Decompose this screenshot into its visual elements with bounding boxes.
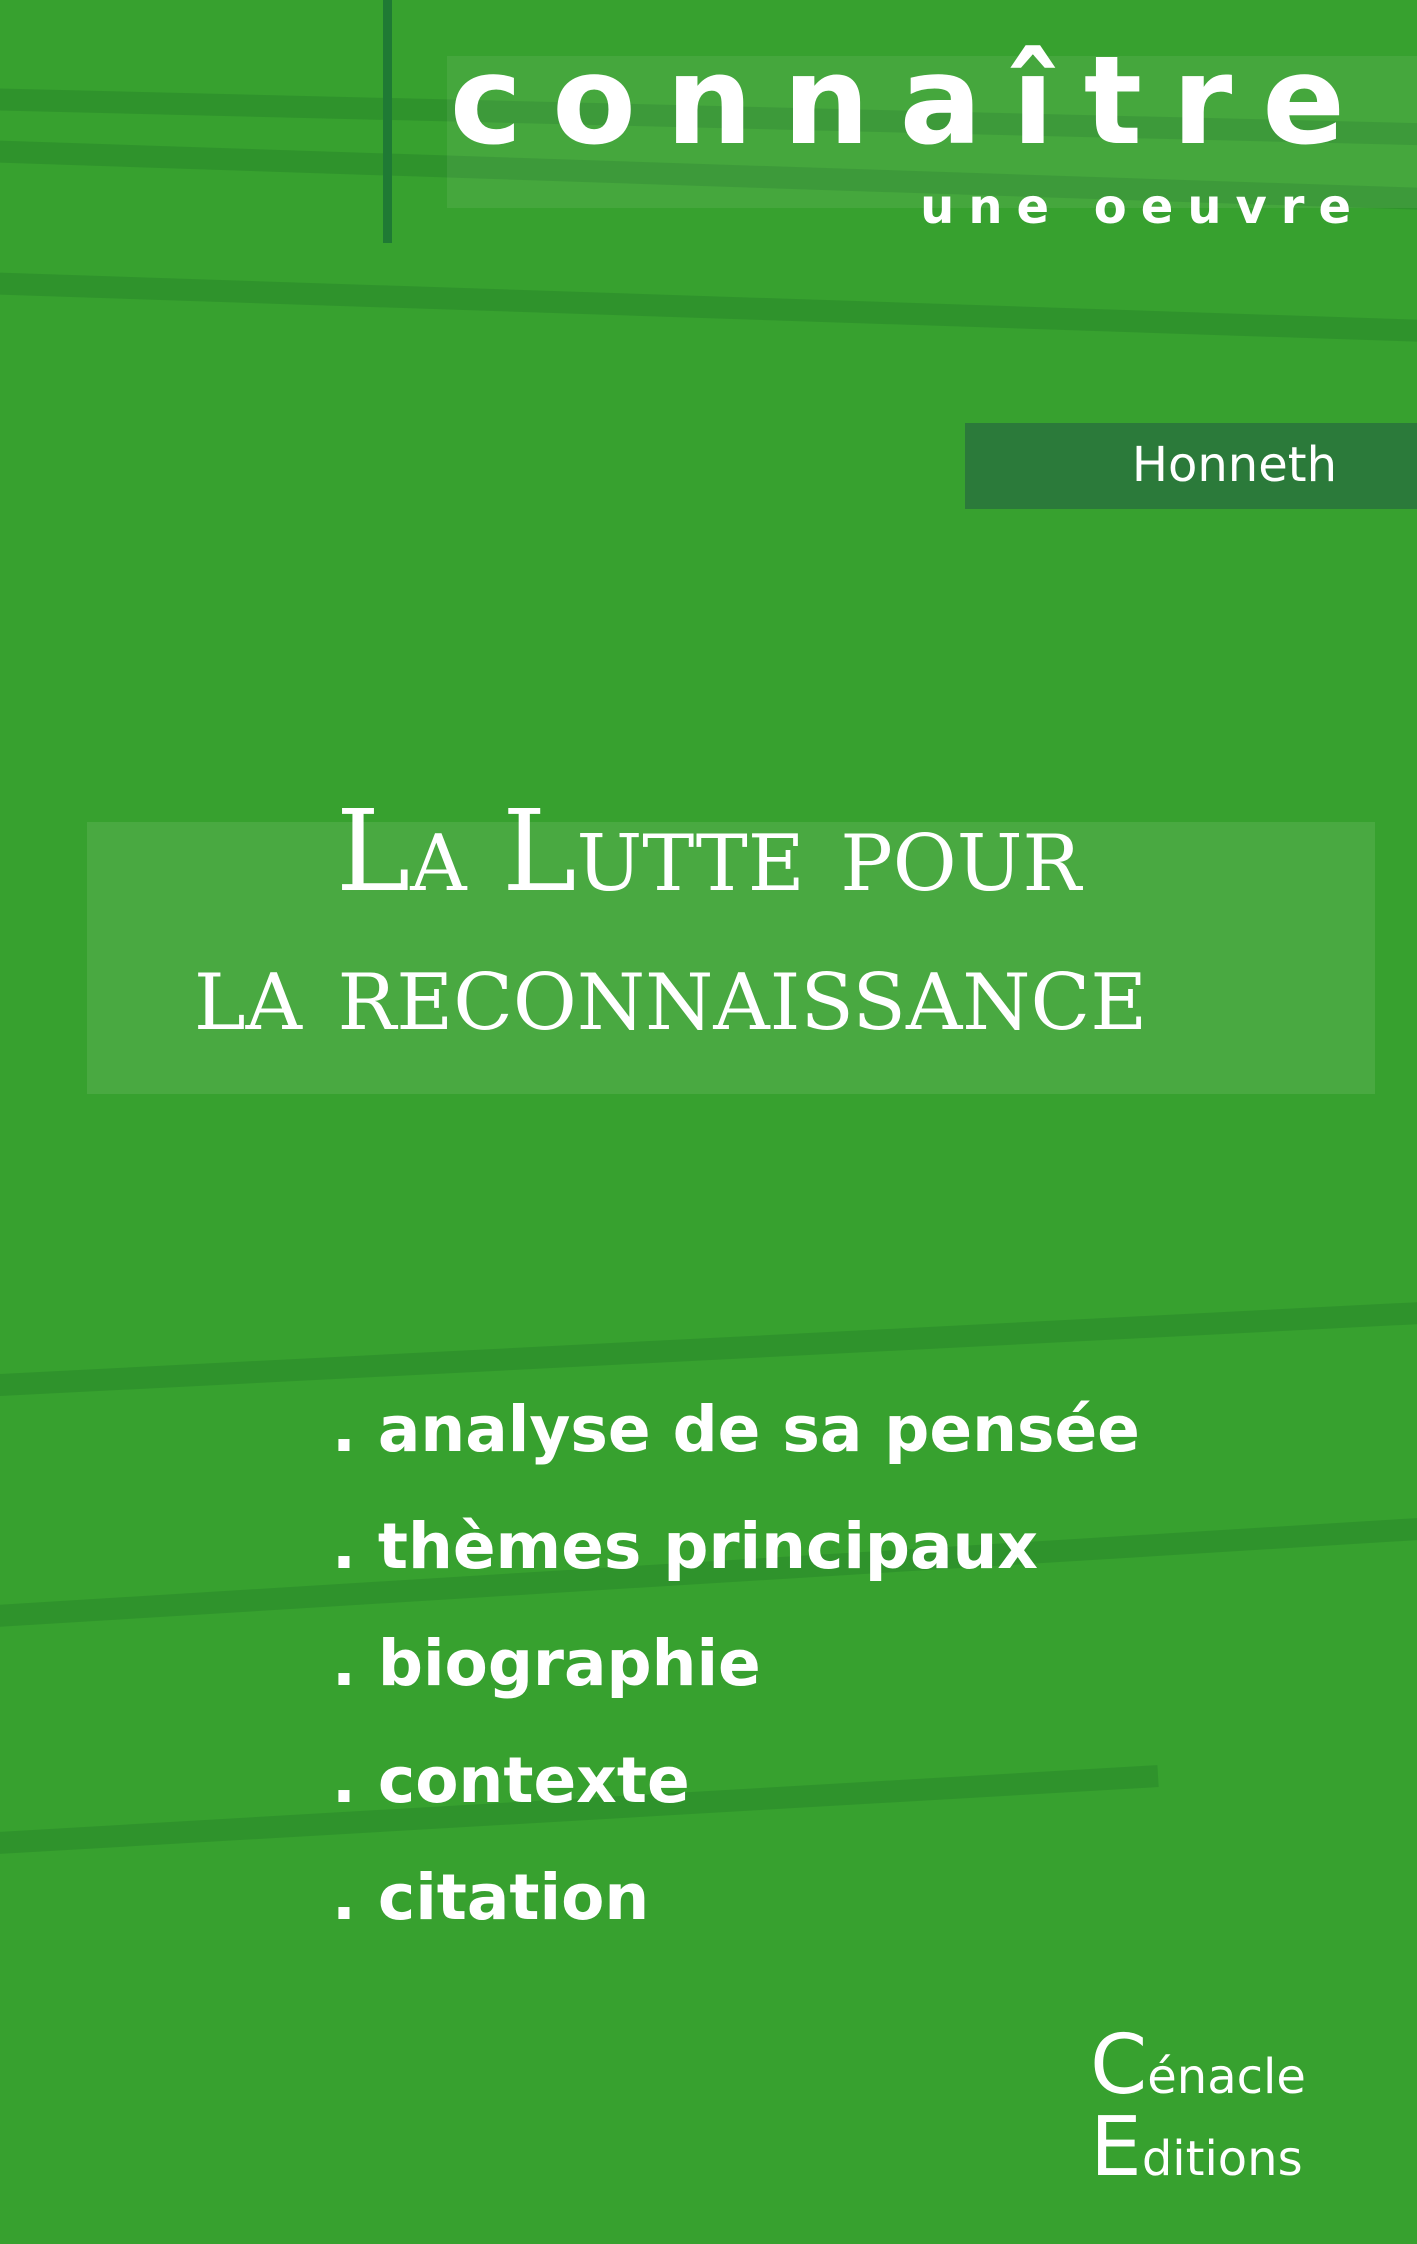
feature-item-biography: . biographie: [332, 1627, 761, 1700]
publisher-initial-c: C: [1090, 2018, 1148, 2113]
brand-accent-line: [383, 0, 392, 243]
author-name: Honneth: [1131, 437, 1337, 493]
publisher-initial-e: E: [1090, 2100, 1142, 2195]
feature-item-context: . contexte: [332, 1744, 690, 1817]
publisher-line-2: [1090, 2100, 1306, 2195]
feature-item-analysis: . analyse de sa pensée: [332, 1393, 1140, 1466]
publisher-word-1-rest: énacle: [1147, 2049, 1306, 2105]
author-badge: [965, 423, 1417, 509]
series-title: connaître: [449, 30, 1375, 172]
feature-item-quotation: . citation: [332, 1861, 650, 1934]
feature-item-themes: . thèmes principaux: [332, 1510, 1039, 1583]
decorative-stripe: [0, 272, 1417, 344]
series-subtitle: une oeuvre: [920, 179, 1365, 235]
decorative-stripe: [0, 1299, 1417, 1397]
book-title-line-1: La Lutte pour: [335, 787, 1082, 917]
book-title-line-2: la reconnaissance: [193, 926, 1148, 1056]
feature-list: [332, 1393, 1140, 1983]
publisher-word-2-rest: ditions: [1141, 2131, 1303, 2187]
publisher-logo: [1090, 2018, 1306, 2195]
publisher-line-1: [1090, 2018, 1306, 2113]
